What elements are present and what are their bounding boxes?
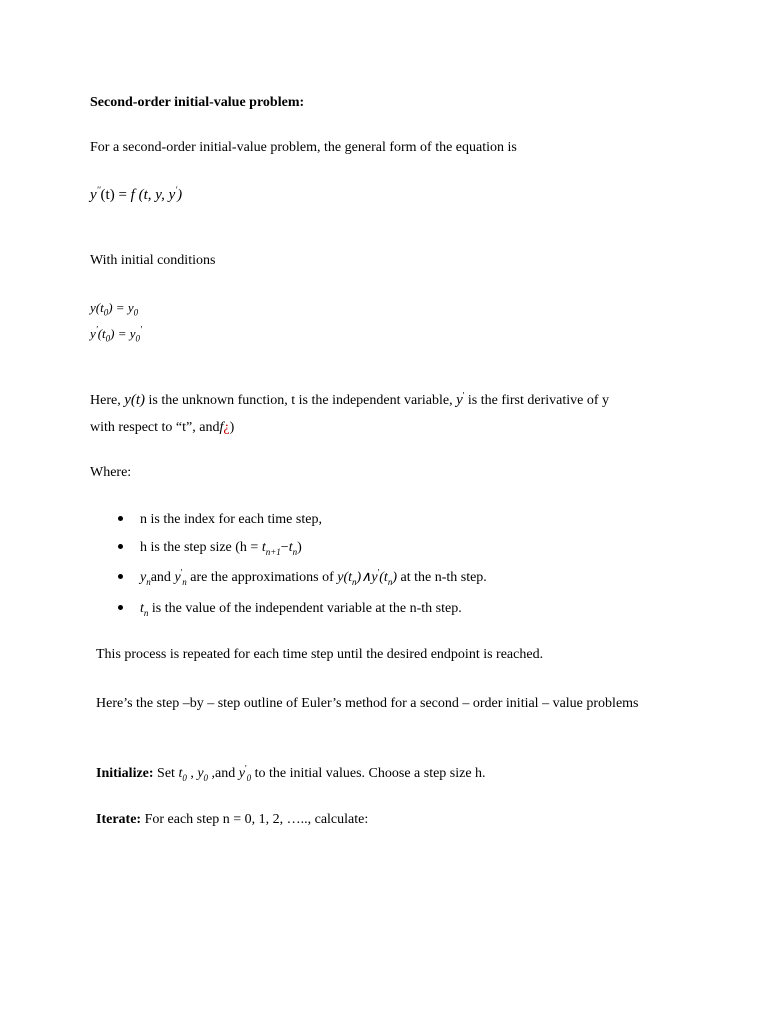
iterate-step: Iterate: For each step n = 0, 1, 2, ….., calculate: bbox=[96, 812, 369, 827]
bullet-icon bbox=[118, 544, 123, 549]
bullet-icon bbox=[118, 605, 123, 610]
initial-condition-1: $y(t_0) = y_0$ bbox=[90, 300, 139, 318]
bullet-icon bbox=[118, 516, 123, 521]
initialize-step: Initialize: Set $t_0$ , $y_0$ ,and $y'_0$ to the initial values. Choose a step size h. bbox=[96, 763, 486, 783]
where-label: Where: bbox=[90, 465, 132, 480]
general-equation: y''(t) = f (t, y, y') bbox=[90, 185, 183, 203]
section-heading: Second-order initial-value problem: bbox=[90, 95, 305, 110]
here-paragraph-line1: Here, y(t) is the unknown function, t is the independent variable, y' is the first derivative of y bbox=[90, 390, 610, 408]
process-paragraph: This process is repeated for each time step until the desired endpoint is reached. bbox=[96, 647, 544, 662]
intro-paragraph: For a second-order initial-value problem, the general form of the equation is bbox=[90, 140, 517, 155]
list-item: n is the index for each time step, bbox=[118, 511, 322, 529]
list-item: $y_nand$ $y'_n$ are the approximations of $y(t_n)\wedge y'(t_n)$ at the n-th step. bbox=[118, 569, 487, 587]
list-item: $t_n$ is the value of the independent variable at the n-th step. bbox=[118, 600, 462, 618]
initial-condition-2: $y'(t_0) = y_0'$ bbox=[90, 324, 142, 344]
bullet-icon bbox=[118, 574, 123, 579]
outline-paragraph: Here’s the step –by – step outline of Euler’s method for a second – order initial – value problems bbox=[96, 696, 639, 711]
initial-conditions-label: With initial conditions bbox=[90, 253, 216, 268]
here-paragraph-line2: with respect to “t”, andf¿) bbox=[90, 420, 235, 435]
list-item: h is the step size $(h = t_{n+1}-t_n)$ bbox=[118, 539, 302, 557]
